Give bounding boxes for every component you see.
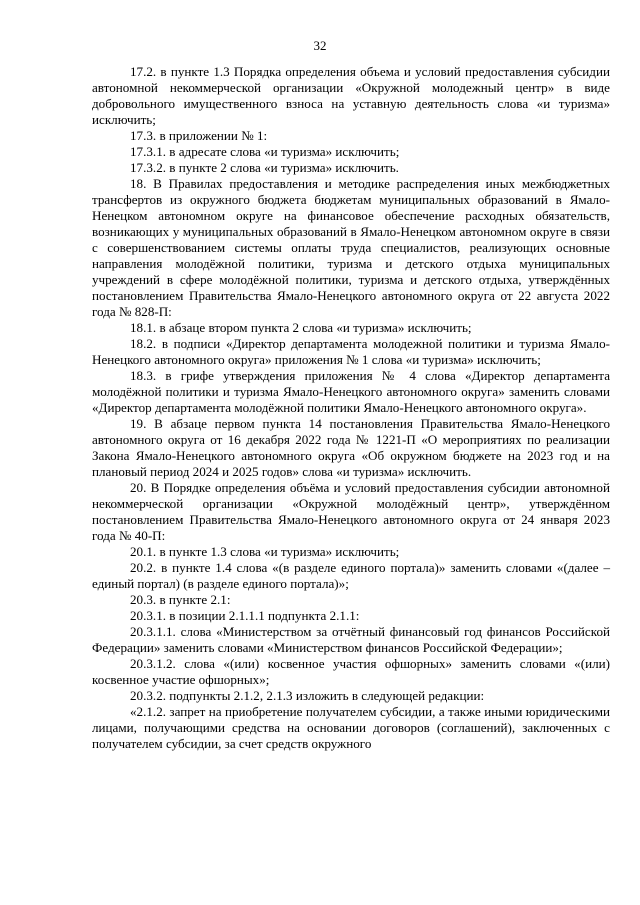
paragraph-20-3-1: 20.3.1. в позиции 2.1.1.1 подпункта 2.1.1:	[130, 608, 360, 623]
paragraph-18: 18. В Правилах предоставления и методике распределения иных межбюджетных трансфертов из окружного бюджета бюджетам муниципальных образований в Ямало-Ненецком автономном округе на финансовое обеспечение расходных обязательств, возникающих у муниципальных образований в Ямало-Ненецком автономном округе в связи с совершенствованием системы оплаты труда специалистов, реализующих основные направления молодёжной политики, туризма и детского отдыха муниципальных учреждений в сфере молодёжной политики, туризма и детского отдыха, утверждённых постановлением Правительства Ямало-Ненецкого автономного округа от 22 августа 2022 года № 828-П:	[92, 176, 610, 319]
paragraph-20-3: 20.3. в пункте 2.1:	[130, 592, 231, 607]
document-body	[92, 64, 610, 752]
paragraph-17-3: 17.3. в приложении № 1:	[130, 128, 268, 143]
paragraph-18-3: 18.3. в грифе утверждения приложения № 4 слова «Директор департамента молодёжной политики и туризма Ямало-Ненецкого автономного округа» заменить словами «Директор департамента молодёжной политики Ямало-Ненецкого автономного округа».	[92, 368, 610, 415]
paragraph-18-1: 18.1. в абзаце втором пункта 2 слова «и туризма» исключить;	[130, 320, 472, 335]
paragraph-2-1-2: «2.1.2. запрет на приобретение получателем субсидии, а также иными юридическими лицами, получающими средства на основании договоров (соглашений), заключенных с получателем субсидии, за счет средств окружного	[92, 704, 610, 751]
paragraph-17-3-1: 17.3.1. в адресате слова «и туризма» исключить;	[130, 144, 400, 159]
paragraph-17-2: 17.2. в пункте 1.3 Порядка определения объема и условий предоставления субсидии автономной некоммерческой организации «Окружной молодежный центр» в виде добровольного имущественного взноса на уставную деятельность слова «и туризма» исключить;	[92, 64, 610, 127]
paragraph-17-3-2: 17.3.2. в пункте 2 слова «и туризма» исключить.	[130, 160, 399, 175]
page-number: 32	[313, 38, 327, 53]
paragraph-20-2: 20.2. в пункте 1.4 слова «(в разделе единого портала)» заменить словами «(далее – единый портал) (в разделе единого портала)»;	[92, 560, 610, 591]
paragraph-20: 20. В Порядке определения объёма и условий предоставления субсидии автономной некоммерческой организации «Окружной молодёжный центр», утверждённом постановлением Правительства Ямало-Ненецкого автономного округа от 24 января 2023 года № 40-П:	[92, 480, 610, 543]
paragraph-20-1: 20.1. в пункте 1.3 слова «и туризма» исключить;	[130, 544, 400, 559]
paragraph-20-3-2: 20.3.2. подпункты 2.1.2, 2.1.3 изложить в следующей редакции:	[130, 688, 485, 703]
paragraph-18-2: 18.2. в подписи «Директор департамента молодежной политики и туризма Ямало-Ненецкого автономного округа» приложения № 1 слова «и туризма» исключить;	[92, 336, 610, 367]
paragraph-20-3-1-1: 20.3.1.1. слова «Министерством за отчётный финансовый год финансов Российской Федерации» заменить словами «Министерством финансов Российской Федерации»;	[92, 624, 610, 655]
paragraph-19: 19. В абзаце первом пункта 14 постановления Правительства Ямало-Ненецкого автономного округа от 16 декабря 2022 года № 1221-П «О мероприятиях по реализации Закона Ямало-Ненецкого автономного округа «Об окружном бюджете на 2023 год и на плановый период 2024 и 2025 годов» слова «и туризма» исключить.	[92, 416, 610, 479]
paragraph-20-3-1-2: 20.3.1.2. слова «(или) косвенное участия офшорных» заменить словами «(или) косвенное участие офшорных»;	[92, 656, 610, 687]
